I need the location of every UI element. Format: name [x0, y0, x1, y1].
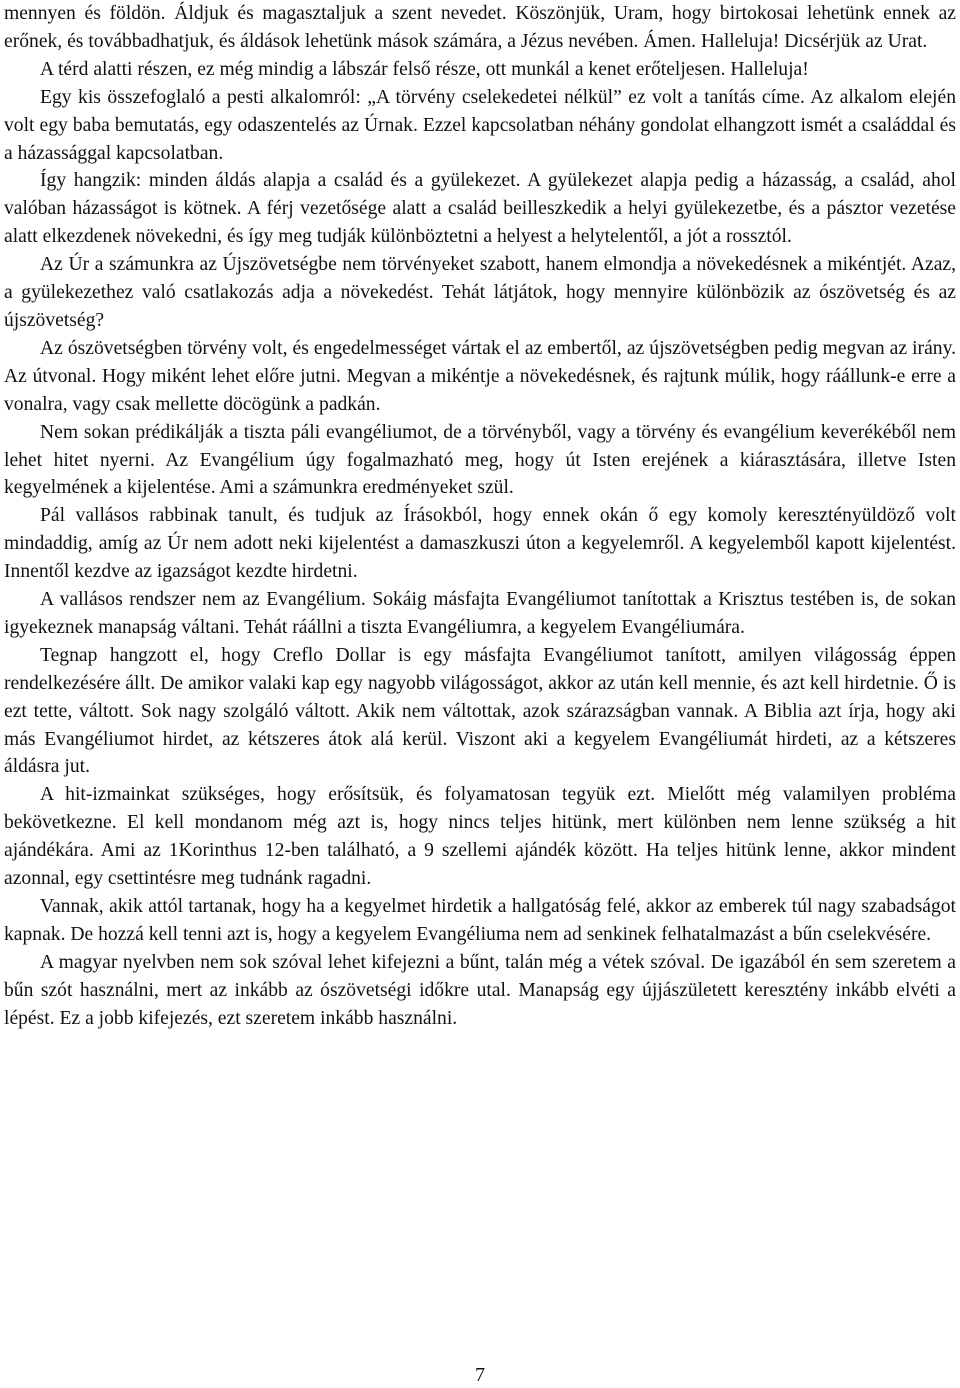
paragraph-1: mennyen és földön. Áldjuk és magasztaljuk a szent nevedet. Köszönjük, Uram, hogy birtokosai lehetünk ennek az erőnek, és továbbadhatjuk, és áldások lehetünk mások számára, a Jézus nevében. Ámen. Halleluja! Dicsérjük az Urat.: [4, 3, 956, 52]
paragraph-10: Tegnap hangzott el, hogy Creflo Dollar is egy másfajta Evangéliumot tanított, amilyen világosság éppen rendelkezésére állt. De amikor valaki kap egy nagyobb világosságot, akkor az után kell mennie, és azt kell hirdetnie. Ő is ezt tette, váltott. Sok nagy szolgáló váltott. Akik nem váltottak, azok szárazságban vannak. A Biblia azt írja, hogy aki más Evangéliumot hirdet, az kétszeres átok alá kerül. Viszont aki a kegyelem Evangéliumát hirdeti, az a kétszeres áldásra jut.: [4, 644, 956, 778]
paragraph-4: Így hangzik: minden áldás alapja a család és a gyülekezet. A gyülekezet alapja pedig a házasság, a család, ahol valóban házasságot is kötnek. A férj vezetősége alatt a család beilleszkedik a helyi gyülekezetbe, és a pásztor vezetése alatt elkezdenek növekedni, és így meg tudják különböztetni a helyest a helytelentől, a jót a rossztól.: [4, 170, 956, 248]
paragraph-13: A magyar nyelvben nem sok szóval lehet kifejezni a bűnt, talán még a vétek szóval. De igazából én sem szeretem a bűn szót használni, mert az inkább az ószövetségi időkre utal. Manapság egy újjászületett keresztény inkább elvéti a lépést. Ez a jobb kifejezés, ezt szeretem inkább használni.: [4, 951, 956, 1029]
paragraph-12: Vannak, akik attól tartanak, hogy ha a kegyelmet hirdetik a hallgatóság felé, akkor az emberek túl nagy szabadságot kapnak. De hozzá kell tenni azt is, hogy a kegyelem Evangéliuma nem ad senkinek felhatalmazást a bűn cselekvésére.: [4, 896, 956, 945]
paragraph-7: Nem sokan prédikálják a tiszta páli evangéliumot, de a törvényből, vagy a törvény és evangélium keverékéből nem lehet hitet nyerni. Az Evangélium úgy fogalmazható meg, hogy út Isten erejének a kiárasztására, illetve Isten kegyelmének a kijelentése. Ami a számunkra eredményeket szül.: [4, 421, 956, 499]
paragraph-9: A vallásos rendszer nem az Evangélium. Sokáig másfajta Evangéliumot tanítottak a Krisztus testében is, de sokan igyekeznek manapság váltani. Tehát ráállni a tiszta Evangéliumra, a kegyelem Evangéliumára.: [4, 589, 956, 638]
paragraph-2: A térd alatti részen, ez még mindig a lábszár felső része, ott munkál a kenet erőteljesen. Halleluja!: [40, 58, 809, 80]
paragraph-8: Pál vallásos rabbinak tanult, és tudjuk az Írásokból, hogy ennek okán ő egy komoly keresztényüldöző volt mindaddig, amíg az Úr nem adott neki kijelentést a damaszkuszi úton a kegyelemről. A kegyelemből kapott kijelentést. Innentől kezdve az igazságot kezdte hirdetni.: [4, 505, 956, 583]
paragraph-6: Az ószövetségben törvény volt, és engedelmességet vártak el az embertől, az újszövetségben pedig megvan az irány. Az útvonal. Hogy miként lehet előre jutni. Megvan a mikéntje a növekedésnek, és rajtunk múlik, hogy ráállunk-e erre a vonalra, vagy csak mellette döcögünk a padkán.: [4, 337, 956, 415]
paragraph-3: Egy kis összefoglaló a pesti alkalomról: „A törvény cselekedetei nélkül” ez volt a tanítás címe. Az alkalom elején volt egy baba bemutatás, egy odaszentelés az Úrnak. Ezzel kapcsolatban néhány gondolat elhangzott ismét a családdal és a házassággal kapcsolatban.: [4, 86, 956, 164]
page-number: 7: [475, 1364, 485, 1386]
document-page: [4, 0, 956, 1033]
paragraph-5: Az Úr a számunkra az Újszövetségbe nem törvényeket szabott, hanem elmondja a növekedésnek a mikéntjét. Azaz, a gyülekezethez való csatlakozás adja a növekedést. Tehát látjátok, hogy mennyire különbözik az ószövetség és az újszövetség?: [4, 254, 956, 331]
paragraph-11: A hit-izmainkat szükséges, hogy erősítsük, és folyamatosan tegyük ezt. Mielőtt még valamilyen probléma bekövetkezne. El kell mondanom még azt is, hogy nincs teljes hitünk, mert különben nem lenne szükség a hit ajándékára. Ami az 1Korinthus 12-ben található, a 9 szellemi ajándék között. Ha teljes hitünk lenne, akkor mindent azonnal, egy csettintésre meg tudnánk ragadni.: [4, 784, 956, 890]
